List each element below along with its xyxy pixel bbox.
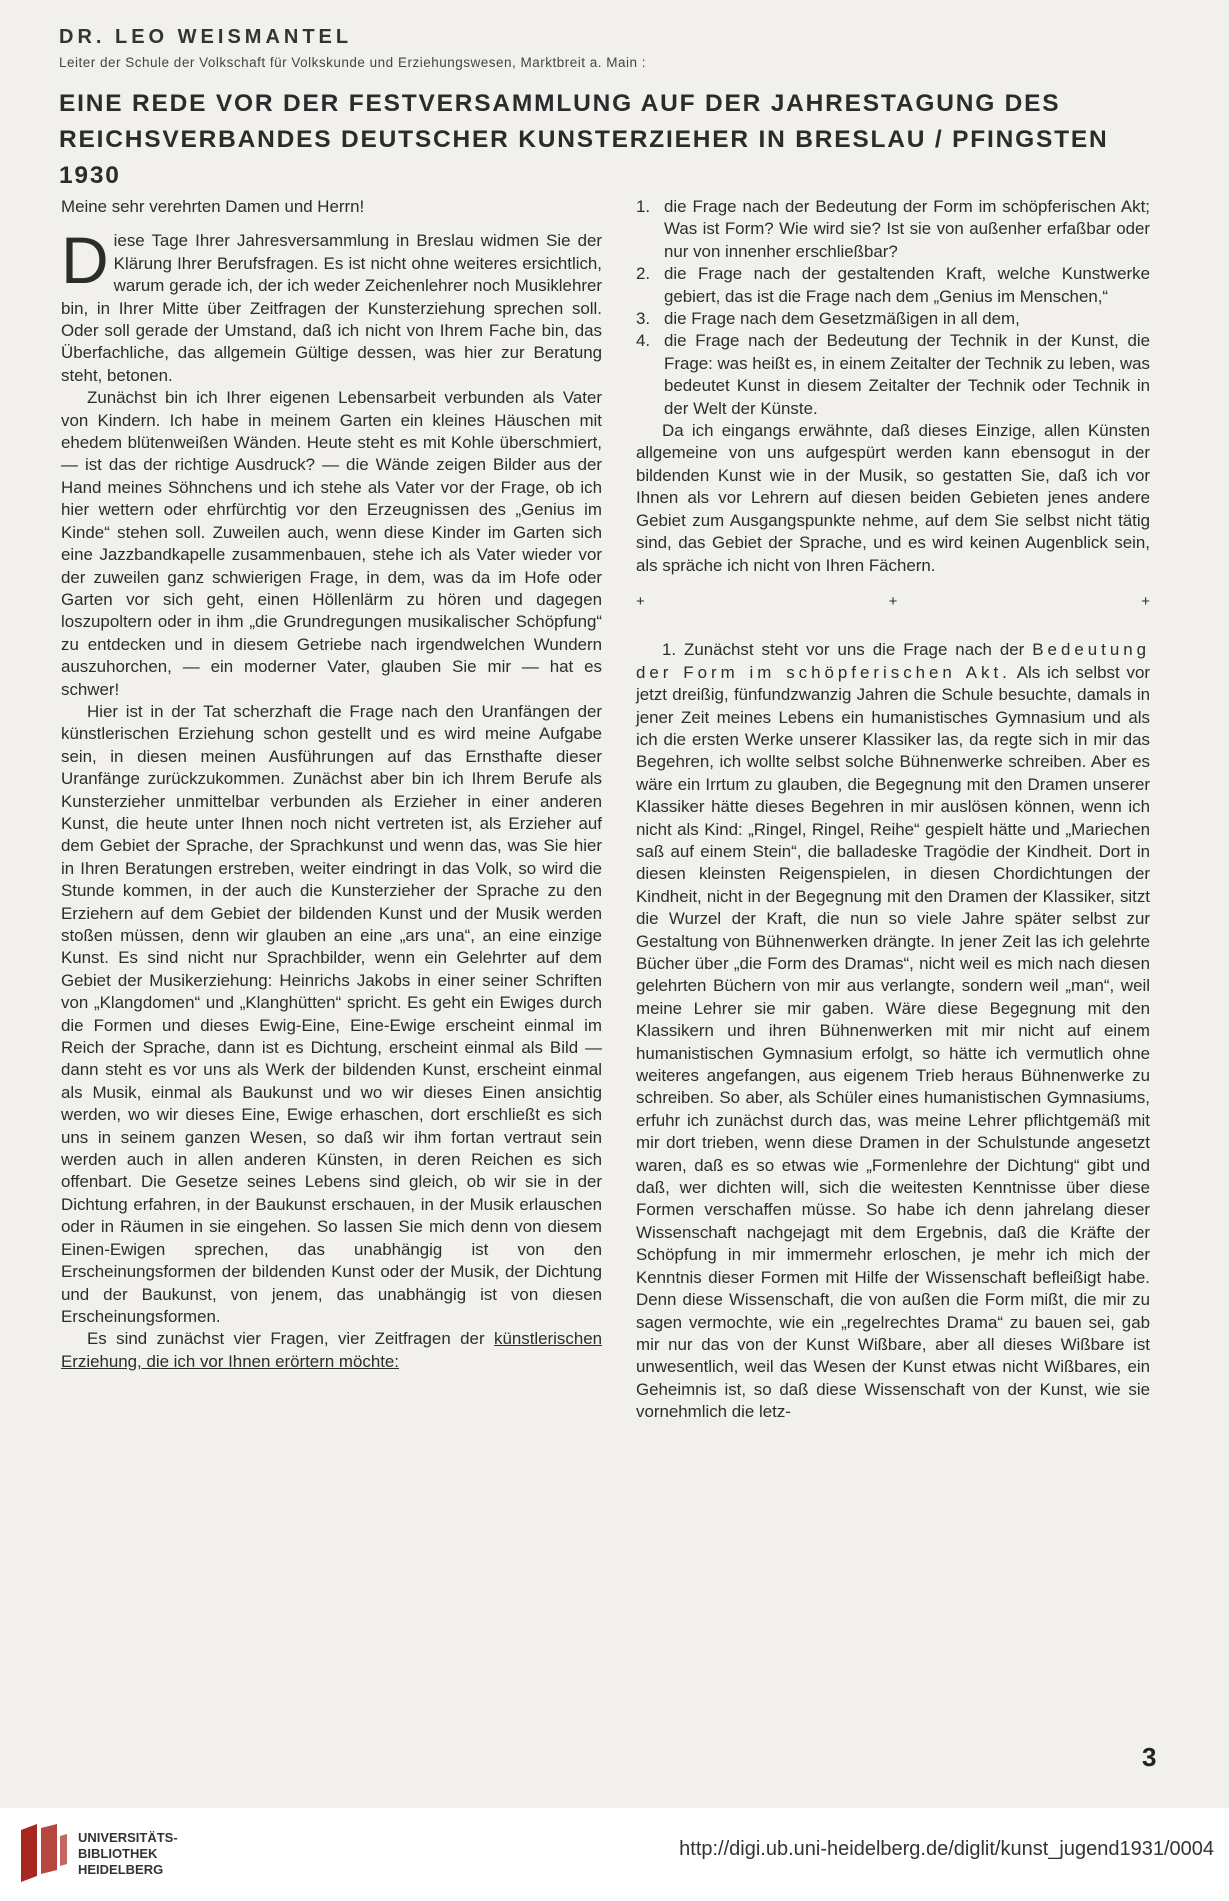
paragraph-6-lead: 1. Zunächst steht vor uns die Frage nach der xyxy=(662,640,1033,660)
drop-cap: D xyxy=(61,223,109,298)
salutation: Meine sehr verehrten Damen und Herrn! xyxy=(61,197,365,216)
right-column xyxy=(636,196,1150,1424)
paragraph-4 xyxy=(61,1328,602,1373)
list-item-text: die Frage nach der gestaltenden Kraft, welche Kunstwerke gebiert, das ist die Frage nach dem „Genius im Menschen,“ xyxy=(664,264,1150,306)
paragraph-4-text: Es sind zunächst vier Fragen, vier Zeitfragen der xyxy=(87,1329,495,1349)
source-url-link[interactable]: http://digi.ub.uni-heidelberg.de/diglit/kunst_jugend1931/0004 xyxy=(679,1838,1214,1860)
author-name: DR. LEO WEISMANTEL xyxy=(59,26,353,48)
author-affiliation: Leiter der Schule der Volkschaft für Volkskunde und Erziehungswesen, Marktbreit a. Main : xyxy=(59,55,647,70)
list-item-text: die Frage nach dem Gesetzmäßigen in all dem, xyxy=(664,309,1020,329)
list-item xyxy=(636,263,1150,308)
library-name xyxy=(78,1830,178,1878)
list-item xyxy=(636,196,1150,263)
library-logo-icon xyxy=(17,1824,69,1889)
separator-mark: + xyxy=(888,592,898,610)
separator-mark: + xyxy=(636,592,645,610)
footer-bar xyxy=(0,1808,1229,1901)
list-item-number: 3. xyxy=(636,309,651,329)
library-name-line: BIBLIOTHEK xyxy=(78,1846,158,1861)
handwritten-underline-text: künstlerischen Erziehung, die ich vor Ihnen erörtern möchte: xyxy=(61,1329,602,1371)
paragraph-2: Zunächst bin ich Ihrer eigenen Lebensarbeit verbunden als Vater von Kindern. Ich habe in meinem Garten ein kleines Häuschen mit ehedem blütenweißen Wänden. Heute steht es mit Kohle überschmiert, — ist das der richtige Ausdruck? — die Wände zeigen Bilder aus der Hand meines Söhnchens und ich stehe als Vater vor der Frage, ob ich hier wettern oder ehrfürchtig vor den Erzeugnissen des „Genius im Kinde“ stehen soll. Zuweilen auch, wenn diese Kinder im Garten sich eine Jazzbandkapelle zusammenbauen, stehe ich als Vater wieder vor der zuweilen ganz schwierigen Frage, in dem, was da im Hofe oder Garten vor sich geht, einen Höllenlärm zu hören und dagegen loszupoltern oder in ihm „die Grundregungen musikalischer Schöpfung“ zu entdecken und in diesem Getriebe nach irgendwelchen Wundern auszuhorchen, — ein moderner Vater, glauben Sie mir — hat es schwer! xyxy=(61,388,602,699)
paragraph-5: Da ich eingangs erwähnte, daß dieses Einzige, allen Künsten allgemeine von uns aufgespürt werden kann ebensogut in der bildenden Kunst wie in der Musik, so gestatten Sie, daß ich vor Ihnen als vor Lehrern auf diesen beiden Gebieten jenes andere Gebiet zum Ausgangspunkte nehme, auf dem Sie selbst nicht tätig sind, das Gebiet der Sprache, und es wird keinen Augenblick sein, als spräche ich nicht von Ihren Fächern. xyxy=(636,421,1150,575)
paragraph-6 xyxy=(636,639,1150,1423)
list-item-number: 4. xyxy=(636,331,651,351)
list-item-number: 2. xyxy=(636,264,651,284)
list-item xyxy=(636,308,1150,330)
list-item-number: 1. xyxy=(636,197,651,216)
list-item-text: die Frage nach der Bedeutung der Form im schöpferischen Akt; Was ist Form? Wie wird sie? Ist sie von außenher erfaßbar oder nur von innenher erschließbar? xyxy=(664,197,1150,261)
section-separator xyxy=(636,591,1150,613)
paragraph-1-text: iese Tage Ihrer Jahresversammlung in Breslau widmen Sie der Klärung Ihrer Berufsfragen. Es ist nicht ohne weiteres ersichtlich, warum gerade ich, der ich weder Zeichenlehrer noch Musiklehrer bin, in Ihrer Mitte über Zeitfragen der Kunsterziehung sprechen soll. Oder soll gerade der Umstand, daß ich nicht von Ihrem Fache bin, das Überfachliche, das allgemein Gültige dessen, was hier zur Beratung steht, betonen. xyxy=(61,231,602,385)
paragraph-1 xyxy=(61,223,602,387)
list-item xyxy=(636,330,1150,420)
list-item-text: die Frage nach der Bedeutung der Technik in der Kunst, die Frage: was heißt es, in einem Zeitalter der Technik zu leben, was bedeutet Kunst in diesem Zeitalter der Technik oder Technik in der Welt der Künste. xyxy=(664,331,1150,418)
left-column xyxy=(61,196,602,1373)
paragraph-3: Hier ist in der Tat scherzhaft die Frage nach den Uranfängen der künstlerischen Erziehung schon gestellt und es wird meine Aufgabe sein, in diesen meinen Ausführungen auf das Ernsthafte dieser Uranfänge zurückzukommen. Zunächst aber bin ich Ihrem Berufe als Kunsterzieher unmittelbar verbunden als Erzieher in einer anderen Kunst, die heute unter Ihnen noch nicht vertreten ist, als Erzieher auf dem Gebiet der Sprache, der Sprachkunst und wenn das, was Sie hier in Ihren Beratungen erstreben, weiter eindringt in das Volk, so wird die Stunde kommen, in der auch die Kunsterzieher der Sprache zu den Erziehern auf dem Gebiet der bildenden Kunst und der Musik werden stoßen müssen, denn wir glauben an eine „ars una“, an eine einzige Kunst. Es sind nicht nur Sprachbilder, wenn ein Gelehrter auf dem Gebiet der Musikerziehung: Heinrichs Jakobs in einer seiner Schriften von „Klangdomen“ und „Klanghütten“ spricht. Es geht ein Ewiges durch die Formen und dieses Ewig-Eine, Eine-Ewige erscheint einmal im Reich der Sprache, dann ist es Dichtung, erscheint einmal als Bild — dann steht es vor uns als Werk der bildenden Kunst, erscheint einmal als Musik, einmal als Baukunst und wo wir dieses Einen ansichtig werden, wo wir dieses Eine, Ewige erhaschen, dort erschließt es sich uns in seinem ganzen Wesen, so daß wir ihm fortan vertraut sein werden auch in allen anderen Künsten, in deren Reichen es sich offenbart. Die Gesetze seines Lebens sind gleich, ob wir sie in der Dichtung erfahren, in der Baukunst erschauen, in der Musik erlauschen oder in Räumen in sie eingehen. So lassen Sie mich denn von diesem Einen-Ewigen sprechen, das unabhängig ist von den Erscheinungsformen der bildenden Kunst oder der Musik, der Dichtung und der Baukunst, von jenem, das unabhängig ist von diesen Erscheinungsformen. xyxy=(61,701,602,1326)
article-title: EINE REDE VOR DER FESTVERSAMMLUNG AUF DER JAHRESTAGUNG DES REICHSVERBANDES DEUTSCHER KUNSTERZIEHER IN BRESLAU / PFINGSTEN 1930 xyxy=(59,90,1109,189)
separator-mark: + xyxy=(1141,592,1150,610)
library-name-line: UNIVERSITÄTS- xyxy=(78,1830,178,1845)
library-name-line: HEIDELBERG xyxy=(78,1862,164,1877)
page-number: 3 xyxy=(1142,1742,1157,1772)
question-list xyxy=(636,196,1150,420)
spaced-emphasis: Bedeutung der Form im schöpferischen Akt. xyxy=(636,640,1150,682)
paragraph-6-text: Als ich selbst vor jetzt dreißig, fünfundzwanzig Jahren die Schule besuchte, damals in jener Zeit meines Lebens ein humanistisches Gymnasium und als ich die ersten Werke unserer Klassiker las, da regte sich in mir das Begehren, ich wollte selbst solche Bühnenwerke schreiben. Aber es wäre ein Irrtum zu glauben, die Begegnung mit den Dramen unserer Klassiker hätte dieses Begehren in mir auslösen können, wenn ich nicht als Kind: „Ringel, Ringel, Reihe“ gespielt hätte und „Mariechen saß auf einem Stein“, die balladeske Tragödie der Kindheit. Dort in diesen kleinsten Reigenspielen, in diesen Chordichtungen der Kindheit, nicht in der Begegnung mit den Dramen der Klassiker, sitzt die Wurzel der Kraft, die nun so viele Jahre später selbst zur Gestaltung von Bühnenwerken drängte. In jener Zeit las ich gelehrte Bücher über „die Form des Dramas“, nicht weil es mich nach diesen gelehrten Büchern von mir aus verlangte, sondern weil „man“, weil meine Lehrer sie mir gaben. Wäre diese Begegnung mit den Klassikern und ihren Bühnenwerken mit mir nicht auf einem humanistischen Gymnasium erfolgt, so hätte ich vermutlich ohne weiteres angefangen, aus eigenem Trieb heraus Bühnenwerke zu schreiben. So aber, als Schüler eines humanistischen Gymnasiums, erfuhr ich zunächst durch das, was meine Lehrer pflichtgemäß mit mir dort trieben, wenn diese Dramen in der Schulstunde angesetzt waren, daß es so etwas wie „Formenlehre der Dichtung“ gibt und daß, wer dichten will, sich die weitesten Kenntnisse über diese Formen verschaffen müsse. So habe ich denn jahrelang dieser Wissenschaft nachgejagt mit dem Ergebnis, daß die Kräfte der Schöpfung in mir immermehr erloschen, je mehr ich mich der Kenntnis dieser Formen mit Hilfe der Wissenschaft befleißigt habe. Denn diese Wissenschaft, die von außen die Form mißt, die mir zu sagen vermochte, wie ein „regelrechtes Drama“ zu bauen sei, gab mir nur das von der Kunst Wißbare, aber all dieses Wißbare ist unwesentlich, weil das Wesen der Kunst etwas nicht Wißbares, ein Geheimnis ist, so daß diese Wissenschaft von der Kunst, wie sie vornehmlich die letz- xyxy=(636,662,1151,1422)
